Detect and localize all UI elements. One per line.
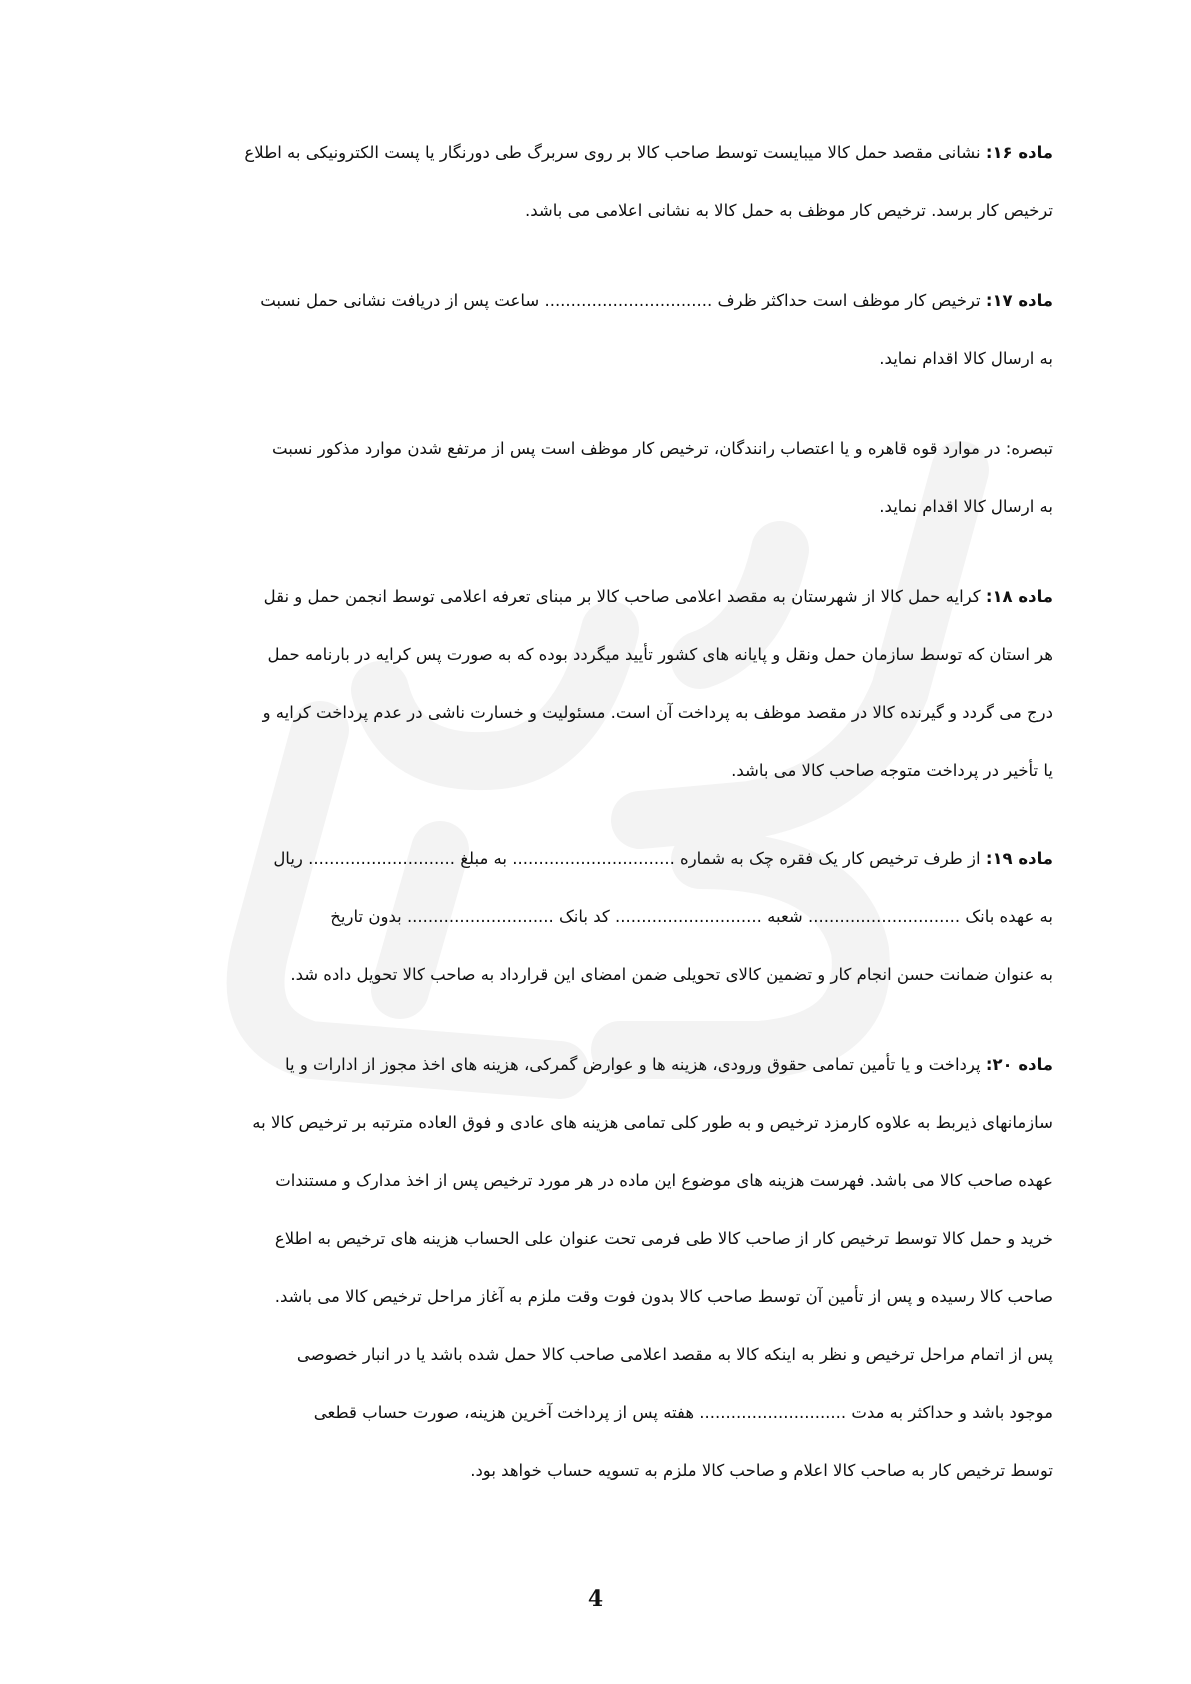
note-paragraph — [145, 432, 1053, 548]
line-text: از طرف ترخیص کار یک فقره چک به شماره ............................... به مبلغ ............................ ریال — [273, 849, 986, 868]
text-line — [145, 638, 1053, 696]
text-line — [145, 1048, 1053, 1106]
article-label: ماده ۱۶: — [985, 143, 1053, 162]
line-text: پرداخت و یا تأمین تمامی حقوق ورودی، هزینه ها و عوارض گمرکی، هزینه های اخذ مجوز از ادارات و یا — [284, 1055, 986, 1074]
text-line — [145, 1106, 1053, 1164]
text-line — [145, 580, 1053, 638]
article-label: ماده ۱۹: — [985, 849, 1053, 868]
text-line — [145, 958, 1053, 1016]
text-line — [145, 284, 1053, 342]
text-line — [145, 1396, 1053, 1454]
text-line — [145, 432, 1053, 490]
text-line — [145, 1222, 1053, 1280]
text-line — [145, 842, 1053, 900]
text-line — [145, 1164, 1053, 1222]
text-line — [145, 754, 1053, 812]
article-19 — [145, 842, 1053, 1016]
line-text: به ارسال کالا اقدام نماید. — [879, 349, 1053, 368]
text-line — [145, 1338, 1053, 1396]
article-17 — [145, 284, 1053, 400]
line-text: هر استان که توسط سازمان حمل ونقل و پایانه های کشور تأیید میگردد بوده که به صورت پس کرایه در بارنامه حمل — [267, 645, 1053, 664]
line-text: درج می گردد و گیرنده کالا در مقصد موظف به پرداخت آن است. مسئولیت و خسارت ناشی در عدم پرداخت کرایه و — [262, 703, 1053, 722]
line-text: صاحب کالا رسیده و پس از تأمین آن توسط صاحب کالا بدون فوت وقت ملزم به آغاز مراحل ترخیص کالا می باشد. — [274, 1287, 1053, 1306]
line-text: یا تأخیر در پرداخت متوجه صاحب کالا می باشد. — [731, 761, 1053, 780]
line-text: به عنوان ضمانت حسن انجام کار و تضمین کالای تحویلی ضمن امضای این قرارداد به صاحب کالا تحویل داده شد. — [290, 965, 1053, 984]
text-line — [145, 194, 1053, 252]
text-line — [145, 136, 1053, 194]
article-18 — [145, 580, 1053, 812]
line-text: نشانی مقصد حمل کالا میبایست توسط صاحب کالا بر روی سربرگ طی دورنگار یا پست الکترونیکی به اطلاع — [244, 143, 986, 162]
line-text: کرایه حمل کالا از شهرستان به مقصد اعلامی صاحب کالا بر مبنای تعرفه اعلامی توسط انجمن حمل و نقل — [263, 587, 986, 606]
line-text: پس از اتمام مراحل ترخیص و نظر به اینکه کالا به مقصد اعلامی صاحب کالا حمل شده باشد یا در انبار خصوصی — [296, 1345, 1053, 1364]
page-number: 4 — [587, 1586, 604, 1612]
line-text: موجود باشد و حداکثر به مدت ............................ هفته پس از پرداخت آخرین هزینه، صورت حساب قطعی — [313, 1403, 1053, 1422]
line-text: به ارسال کالا اقدام نماید. — [879, 497, 1053, 516]
text-line — [145, 900, 1053, 958]
article-label: ماده ۱۸: — [985, 587, 1053, 606]
line-text: توسط ترخیص کار به صاحب کالا اعلام و صاحب کالا ملزم به تسویه حساب خواهد بود. — [470, 1461, 1053, 1480]
article-16 — [145, 136, 1053, 252]
text-line — [145, 696, 1053, 754]
text-line — [145, 342, 1053, 400]
line-text: خرید و حمل کالا توسط ترخیص کار از صاحب کالا طی فرمی تحت عنوان علی الحساب هزینه های ترخیص به اطلاع — [274, 1229, 1053, 1248]
text-line — [145, 490, 1053, 548]
article-label: ماده ۲۰: — [985, 1055, 1053, 1074]
article-label: ماده ۱۷: — [985, 291, 1053, 310]
line-text: ترخیص کار برسد. ترخیص کار موظف به حمل کالا به نشانی اعلامی می باشد. — [525, 201, 1053, 220]
line-text: عهده صاحب کالا می باشد. فهرست هزینه های موضوع این ماده در هر مورد ترخیص پس از اخذ مدارک و مستندات — [275, 1171, 1053, 1190]
line-text: به عهده بانک ............................. شعبه ............................ کد بانک ............................ بدون تاریخ — [330, 907, 1053, 926]
document-body — [145, 136, 1053, 1512]
line-text: تبصره: در موارد قوه قاهره و یا اعتصاب رانندگان، ترخیص کار موظف است پس از مرتفع شدن موارد مذکور نسبت — [272, 439, 1053, 458]
line-text: سازمانهای ذیربط به علاوه کارمزد ترخیص و به طور کلی تمامی هزینه های عادی و فوق العاده مترتبه بر ترخیص کالا به — [252, 1113, 1053, 1132]
article-20 — [145, 1048, 1053, 1512]
text-line — [145, 1454, 1053, 1512]
text-line — [145, 1280, 1053, 1338]
line-text: ترخیص کار موظف است حداکثر ظرف ................................ ساعت پس از دریافت نشانی حمل نسبت — [260, 291, 986, 310]
